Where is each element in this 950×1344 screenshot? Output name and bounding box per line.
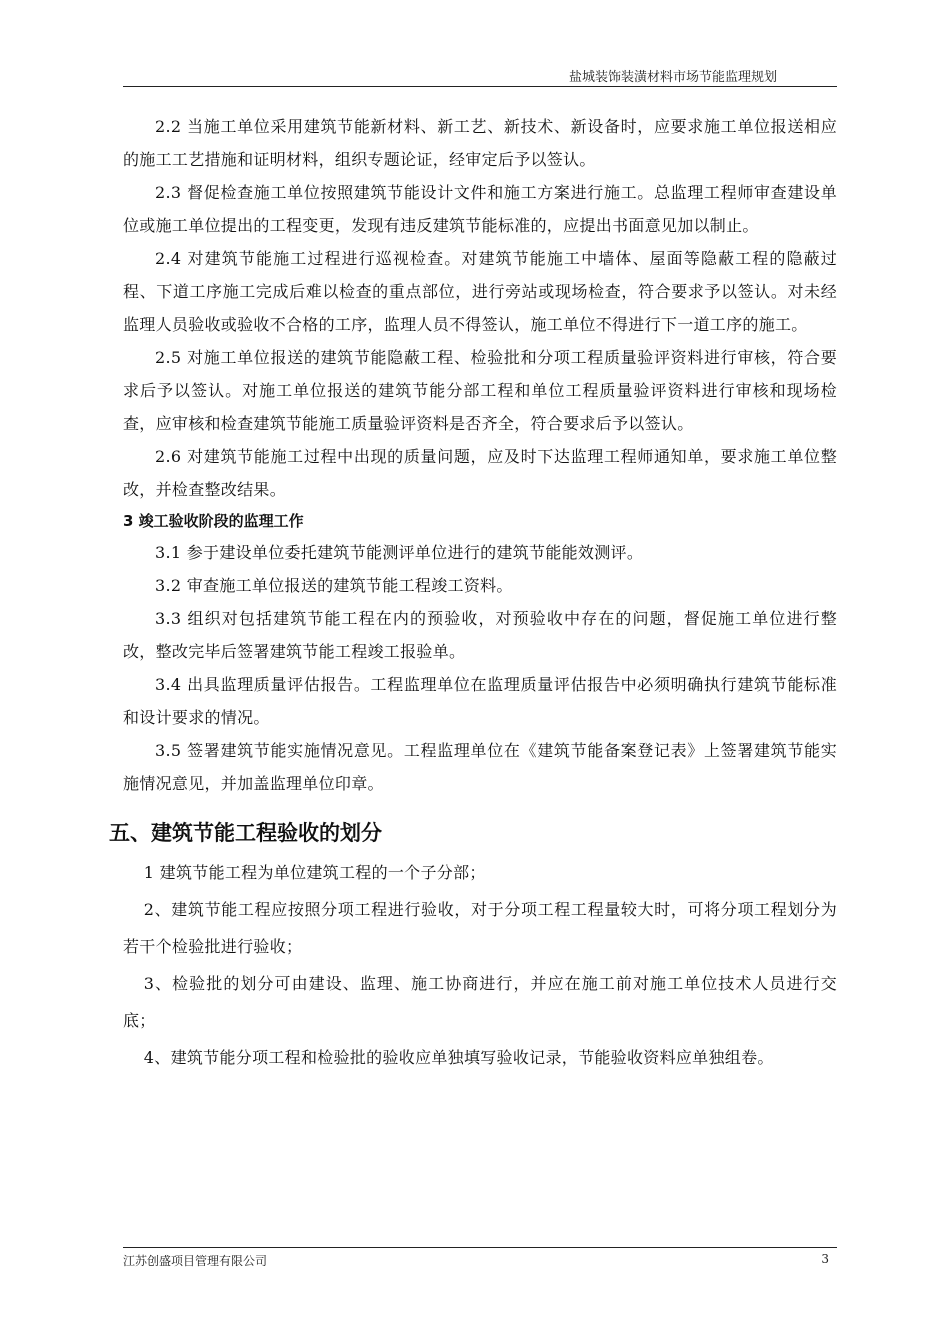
paragraph-2-3: 2.3 督促检查施工单位按照建筑节能设计文件和施工方案进行施工。总监理工程师审查建设单位或施工单位提出的工程变更，发现有违反建筑节能标准的，应提出书面意见加以制止。 (123, 183, 837, 235)
page-header (123, 62, 837, 87)
paragraph-3-4: 3.4 出具监理质量评估报告。工程监理单位在监理质量评估报告中必须明确执行建筑节能标准和设计要求的情况。 (123, 675, 837, 727)
section-5-item-4: 4、建筑节能分项工程和检验批的验收应单独填写验收记录，节能验收资料应单独组卷。 (143, 1048, 774, 1067)
document-title: 盐城装饰装潢材料市场节能监理规划 (568, 70, 777, 85)
page-content (109, 110, 837, 1076)
paragraph-3-5: 3.5 签署建筑节能实施情况意见。工程监理单位在《建筑节能备案登记表》上签署建筑节能实施情况意见，并加盖监理单位印章。 (123, 741, 837, 793)
paragraph-2-5: 2.5 对施工单位报送的建筑节能隐蔽工程、检验批和分项工程质量验评资料进行审核，符合要求后予以签认。对施工单位报送的建筑节能分部工程和单位工程质量验评资料进行审核和现场检查，应审核和检查建筑节能施工质量验评资料是否齐全，符合要求后予以签认。 (123, 348, 837, 433)
paragraph-3-3: 3.3 组织对包括建筑节能工程在内的预验收，对预验收中存在的问题，督促施工单位进行整改，整改完毕后签署建筑节能工程竣工报验单。 (123, 609, 837, 661)
completion-heading: 3 竣工验收阶段的监理工作 (123, 512, 304, 530)
paragraph-3-2: 3.2 审查施工单位报送的建筑节能工程竣工资料。 (155, 576, 513, 595)
section-5-item-2: 2、建筑节能工程应按照分项工程进行验收，对于分项工程工程量较大时，可将分项工程划分为若干个检验批进行验收； (123, 900, 837, 956)
footer-company: 江苏创盛项目管理有限公司 (123, 1254, 268, 1268)
page-number: 3 (821, 1252, 829, 1266)
section-5-item-3: 3、检验批的划分可由建设、监理、施工协商进行，并应在施工前对施工单位技术人员进行交底； (123, 974, 837, 1030)
paragraph-3-1: 3.1 参于建设单位委托建筑节能测评单位进行的建筑节能能效测评。 (155, 543, 644, 562)
section-5-item-1: 1 建筑节能工程为单位建筑工程的一个子分部； (143, 863, 486, 882)
paragraph-2-6: 2.6 对建筑节能施工过程中出现的质量问题，应及时下达监理工程师通知单，要求施工单位整改，并检查整改结果。 (123, 447, 837, 499)
paragraph-2-4: 2.4 对建筑节能施工过程进行巡视检查。对建筑节能施工中墙体、屋面等隐蔽工程的隐蔽过程、下道工序施工完成后难以检查的重点部位，进行旁站或现场检查，符合要求予以签认。对未经监理人员验收或验收不合格的工序，监理人员不得签认，施工单位不得进行下一道工序的施工。 (123, 249, 837, 334)
paragraph-2-2: 2.2 当施工单位采用建筑节能新材料、新工艺、新技术、新设备时，应要求施工单位报送相应的施工工艺措施和证明材料，组织专题论证，经审定后予以签认。 (123, 117, 837, 169)
section-5-heading: 五、建筑节能工程验收的划分 (109, 821, 382, 845)
page-footer (123, 1247, 837, 1268)
